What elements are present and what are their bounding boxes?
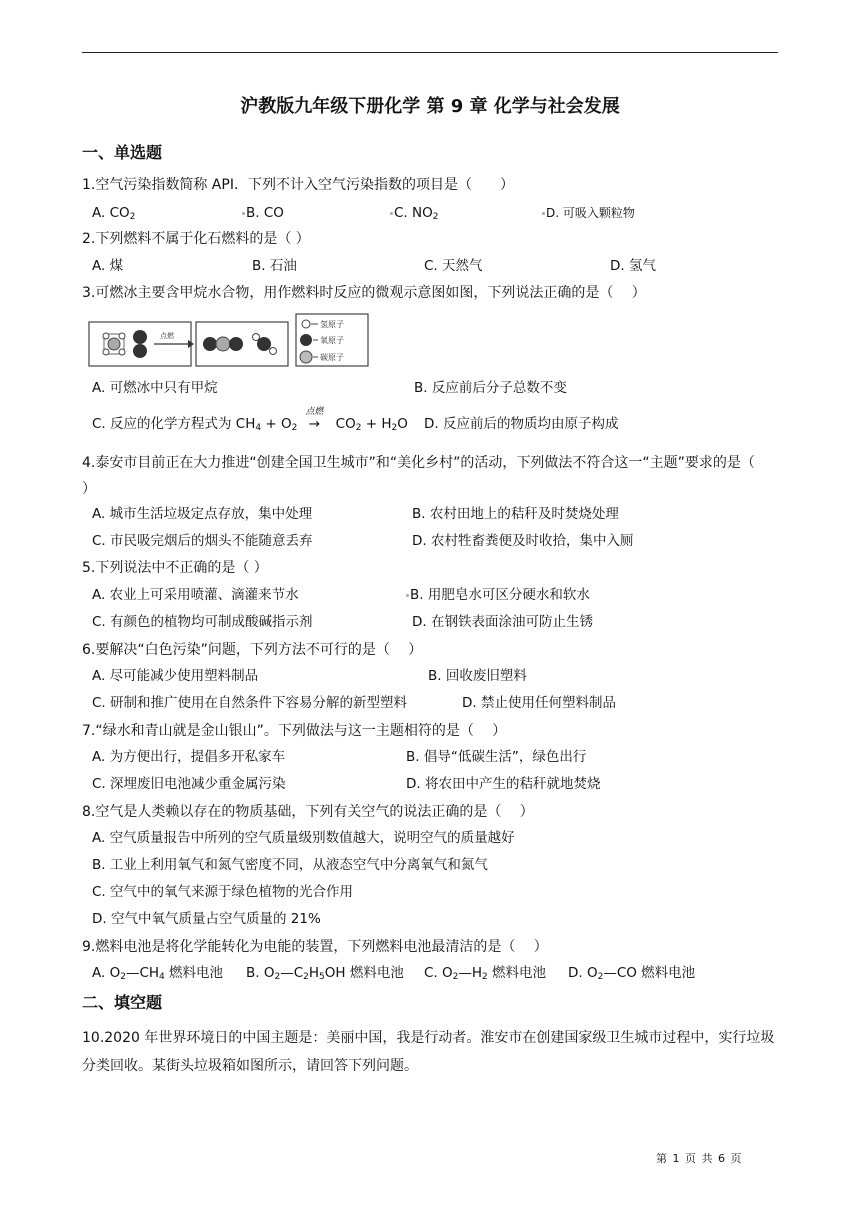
question-9-stem: 9.燃料电池是将化学能转化为电能的装置，下列燃料电池最清洁的是（ ）: [82, 939, 548, 955]
header-rule: [82, 52, 778, 53]
question-5-option-d: D. 在钢铁表面涂油可防止生锈: [412, 614, 593, 630]
question-5-option-b: B. 用肥皂水可区分硬水和软水: [406, 585, 590, 605]
legend-carbon: 碳原子: [320, 353, 344, 362]
section-heading-single-choice: 一、单选题: [82, 143, 163, 162]
question-6-stem: 6.要解决“白色污染”问题，下列方法不可行的是（ ）: [82, 642, 423, 658]
question-9-option-d: D. $O_2—CO$ 燃料电池: [568, 965, 696, 982]
question-8-option-b: B. 工业上利用氧气和氮气密度不同，从液态空气中分离氧气和氮气: [92, 857, 488, 873]
question-5-option-a: A. 农业上可采用喷灌、滴灌来节水: [92, 587, 299, 603]
page-title: 沪教版九年级下册化学 第 9 章 化学与社会发展: [240, 96, 620, 117]
question-3-option-a: A. 可燃冰中只有甲烷: [92, 380, 218, 396]
ignite-label: 点燃: [160, 332, 174, 340]
question-9-option-a: A. $O_2—CH_4$ 燃料电池: [92, 965, 224, 982]
question-9-option-c: C. $O_2—H_2$ 燃料电池: [424, 965, 547, 982]
question-7-option-d: D. 将农田中产生的秸秆就地焚烧: [406, 776, 601, 792]
question-8-option-a: A. 空气质量报告中所列的空气质量级别数值越大，说明空气的质量越好: [92, 830, 515, 846]
question-3-option-d: D. 反应前后的物质均由原子构成: [424, 416, 619, 432]
reaction-diagram-svg: [88, 312, 370, 368]
methane-molecule: [103, 333, 125, 355]
question-1-option-b: B. CO: [242, 203, 284, 223]
question-4-stem: 4.泰安市目前正在大力推进“创建全国卫生城市”和“美化乡村”的活动，下列做法不符合这一“主题”要求的是（ ）: [82, 455, 774, 497]
question-6-option-c: C. 研制和推广使用在自然条件下容易分解的新型塑料: [92, 695, 408, 711]
question-2-option-d: D. 氢气: [610, 258, 656, 274]
question-8-option-d: D. 空气中氧气质量占空气质量的 21%: [92, 911, 321, 927]
question-10-stem: 10.2020 年世界环境日的中国主题是：美丽中国，我是行动者。淮安市在创建国家级卫生城市过程中，实行垃圾分类回收。某街头垃圾箱如图所示，请回答下列问题。: [82, 1030, 775, 1074]
question-3-option-b: B. 反应前后分子总数不变: [414, 380, 567, 396]
question-7-option-c: C. 深埋废旧电池减少重金属污染: [92, 776, 286, 792]
question-6-option-d: D. 禁止使用任何塑料制品: [462, 695, 616, 711]
question-7-option-b: B. 倡导“低碳生活”，绿色出行: [406, 749, 587, 765]
question-1-option-c: C. $NO_2$: [390, 203, 438, 227]
question-5-option-c: C. 有颜色的植物均可制成酸碱指示剂: [92, 614, 313, 630]
question-2-option-a: A. 煤: [92, 258, 124, 274]
question-2-option-b: B. 石油: [252, 258, 297, 274]
question-4-option-a: A. 城市生活垃圾定点存放，集中处理: [92, 506, 313, 522]
question-6-option-a: A. 尽可能减少使用塑料制品: [92, 668, 259, 684]
question-2-option-c: C. 天然气: [424, 258, 483, 274]
question-6-option-b: B. 回收废旧塑料: [428, 668, 527, 684]
question-4-option-b: B. 农村田地上的秸秆及时焚烧处理: [412, 506, 619, 522]
question-5-stem: 5.下列说法中不正确的是（ ）: [82, 560, 268, 576]
question-4-option-c: C. 市民吸完烟后的烟头不能随意丢弃: [92, 533, 313, 549]
question-8-stem: 8.空气是人类赖以存在的物质基础，下列有关空气的说法正确的是（ ）: [82, 804, 534, 820]
question-1-option-a: A. $CO_2$: [92, 205, 136, 222]
question-1-stem: 1.空气污染指数简称 API．下列不计入空气污染指数的项目是（ ）: [82, 177, 514, 193]
reaction-micro-diagram: [88, 312, 370, 368]
legend-hydrogen: 氢原子: [320, 320, 344, 329]
question-7-option-a: A. 为方便出行，提倡多开私家车: [92, 749, 286, 765]
question-8-option-c: C. 空气中的氧气来源于绿色植物的光合作用: [92, 884, 354, 900]
question-2-stem: 2.下列燃料不属于化石燃料的是（ ）: [82, 231, 310, 247]
question-1-option-d: D. 可吸入颗粒物: [542, 203, 635, 223]
legend-oxygen: 氧原子: [320, 336, 344, 345]
question-3-option-c: C. 反应的化学方程式为 $CH_4 + O_2$ 点燃 → $CO_2 + H_2O$: [92, 407, 408, 433]
question-3-stem: 3.可燃冰主要含甲烷水合物，用作燃料时反应的微观示意图如图，下列说法正确的是（ ）: [82, 285, 646, 301]
question-4-option-d: D. 农村牲畜粪便及时收拾，集中入厕: [412, 533, 634, 549]
page-footer: 第 1 页 共 6 页: [656, 1152, 743, 1165]
question-9-option-b: B. $O_2—C_2H_5OH$ 燃料电池: [246, 965, 404, 982]
section-heading-fill-blank: 二、填空题: [82, 993, 163, 1012]
question-7-stem: 7.“绿水和青山就是金山银山”。下列做法与这一主题相符的是（ ）: [82, 723, 507, 739]
